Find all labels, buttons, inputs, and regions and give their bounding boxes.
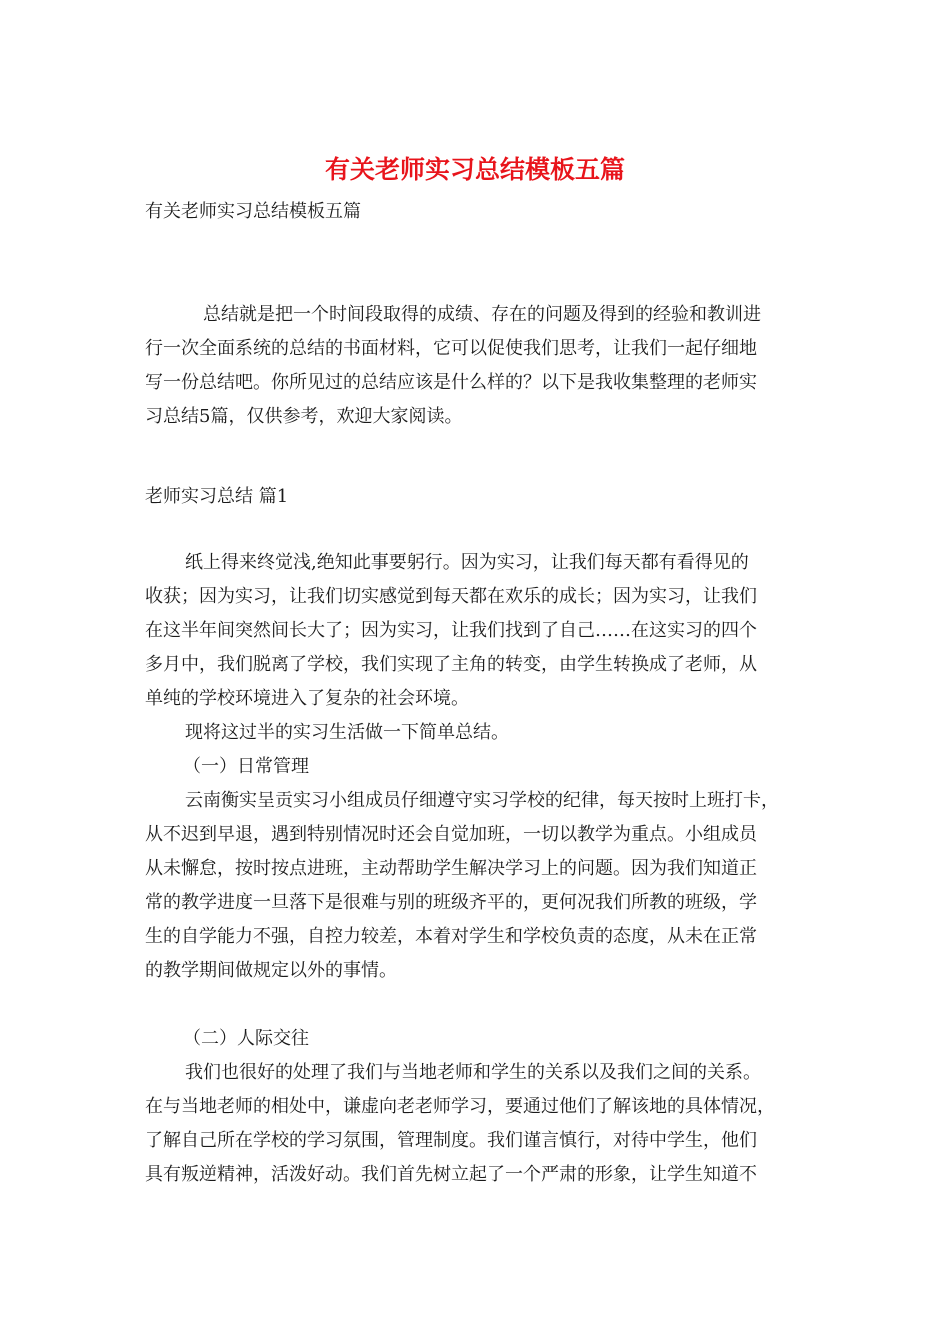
paragraph-line: 生的自学能力不强，自控力较差，本着对学生和学校负责的态度，从未在正常: [145, 926, 757, 947]
paragraph-line: 纸上得来终觉浅,绝知此事要躬行。因为实习，让我们每天都有看得见的: [185, 552, 749, 573]
subsection-2-paragraph: [145, 1056, 825, 1192]
paragraph-line: 常的教学进度一旦落下是很难与别的班级齐平的，更何况我们所教的班级，学: [145, 892, 757, 913]
paragraph-line: 的教学期间做规定以外的事情。: [145, 960, 397, 981]
intro-line: 行一次全面系统的总结的书面材料，它可以促使我们思考，让我们一起仔细地: [145, 338, 757, 359]
subsection-1-heading: [145, 750, 825, 784]
paragraph-line: 收获；因为实习，让我们切实感觉到每天都在欢乐的成长；因为实习，让我们: [145, 586, 757, 607]
subsection-2-heading: [145, 1022, 825, 1056]
section1-heading: 老师实习总结 篇1: [145, 486, 289, 507]
section1-paragraph-1: [145, 546, 825, 716]
intro-line: 总结就是把一个时间段取得的成绩、存在的问题及得到的经验和教训进: [203, 304, 761, 325]
paragraph-line: 了解自己所在学校的学习氛围，管理制度。我们谨言慎行，对待中学生，他们: [145, 1130, 757, 1151]
paragraph-line: 现将这过半的实习生活做一下简单总结。: [185, 722, 509, 743]
document-title: 有关老师实习总结模板五篇: [324, 155, 625, 184]
paragraph-line: 云南衡实呈贡实习小组成员仔细遵守实习学校的纪律，每天按时上班打卡，: [185, 790, 779, 811]
subsection-heading-text: （一）日常管理: [183, 756, 309, 777]
subsection-1-paragraph: [145, 784, 825, 988]
paragraph-line: 具有叛逆精神，活泼好动。我们首先树立起了一个严肃的形象，让学生知道不: [145, 1164, 757, 1185]
paragraph-line: 从未懈怠，按时按点进班，主动帮助学生解决学习上的问题。因为我们知道正: [145, 858, 757, 879]
document-subtitle: 有关老师实习总结模板五篇: [145, 201, 361, 222]
paragraph-line: 从不迟到早退，遇到特别情况时还会自觉加班，一切以教学为重点。小组成员: [145, 824, 757, 845]
subsection-heading-text: （二）人际交往: [183, 1028, 309, 1049]
intro-paragraph: [145, 298, 825, 434]
paragraph-line: 在这半年间突然间长大了；因为实习，让我们找到了自己……在这实习的四个: [145, 620, 757, 641]
paragraph-line: 在与当地老师的相处中，谦虚向老老师学习，要通过他们了解该地的具体情况，: [145, 1096, 775, 1117]
paragraph-line: 多月中，我们脱离了学校，我们实现了主角的转变，由学生转换成了老师，从: [145, 654, 757, 675]
paragraph-line: 我们也很好的处理了我们与当地老师和学生的关系以及我们之间的关系。: [185, 1062, 761, 1083]
section1-paragraph-2: [145, 716, 825, 750]
intro-line: 写一份总结吧。你所见过的总结应该是什么样的？以下是我收集整理的老师实: [145, 372, 757, 393]
paragraph-line: 单纯的学校环境进入了复杂的社会环境。: [145, 688, 469, 709]
intro-line: 习总结5篇，仅供参考，欢迎大家阅读。: [145, 406, 463, 427]
